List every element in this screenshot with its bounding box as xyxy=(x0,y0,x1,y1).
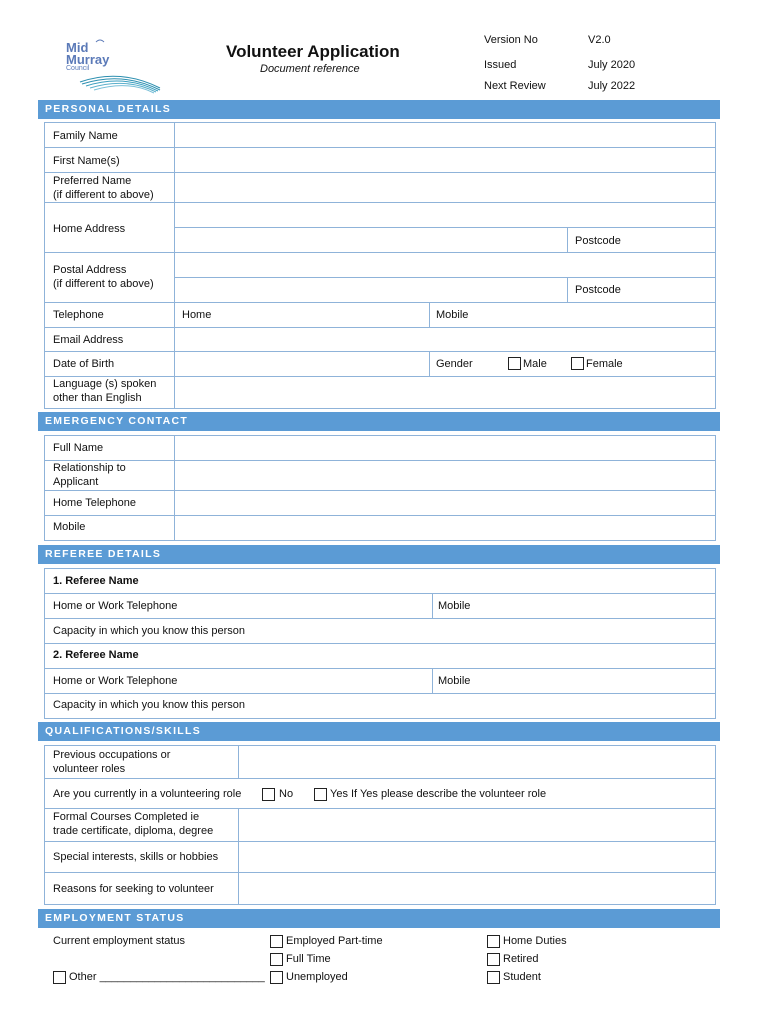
logo-text-murray: Murray xyxy=(66,52,110,67)
family-name-label: Family Name xyxy=(53,130,118,142)
referee-1-name-field[interactable] xyxy=(150,570,714,592)
reasons-field[interactable] xyxy=(240,874,714,902)
first-names-label: First Name(s) xyxy=(53,155,120,167)
current-role-yes-checkbox[interactable] xyxy=(314,788,327,801)
student-checkbox[interactable] xyxy=(487,971,500,984)
special-interests-label: Special interests, skills or hobbies xyxy=(53,851,219,863)
emergency-full-name-field[interactable] xyxy=(176,437,714,459)
gender-female-label: Female xyxy=(586,358,623,370)
current-role-no-checkbox[interactable] xyxy=(262,788,275,801)
gender-male-checkbox[interactable] xyxy=(508,357,521,370)
emergency-home-phone-label: Home Telephone xyxy=(53,497,136,509)
home-duties-label: Home Duties xyxy=(503,935,567,947)
home-duties-checkbox[interactable] xyxy=(487,935,500,948)
logo-text-council: Council xyxy=(66,65,90,72)
formal-courses-label: Formal Courses Completed ie trade certificate, diploma, degree xyxy=(53,811,214,837)
next-review-value: July 2022 xyxy=(588,80,636,92)
family-name-field[interactable] xyxy=(176,124,714,146)
telephone-label: Telephone xyxy=(53,309,104,321)
preferred-name-field[interactable] xyxy=(176,174,714,201)
dob-field[interactable] xyxy=(176,353,428,375)
referee-1-name-label: 1. Referee Name xyxy=(53,575,139,587)
gender-label: Gender xyxy=(436,358,473,370)
referee-1-phone-label: Home or Work Telephone xyxy=(53,600,178,612)
mobile-field[interactable] xyxy=(475,304,714,326)
logo-text-mid: Mid xyxy=(66,40,89,55)
employed-part-time-label: Employed Part-time xyxy=(286,935,383,947)
referee-2-mobile-field[interactable] xyxy=(480,670,714,692)
referee-2-capacity-field[interactable] xyxy=(265,695,714,716)
gender-female-checkbox[interactable] xyxy=(571,357,584,370)
employment-status-title: EMPLOYMENT STATUS xyxy=(45,912,185,924)
mobile-label: Mobile xyxy=(436,309,469,321)
emergency-full-name-label: Full Name xyxy=(53,442,104,454)
referee-1-capacity-label: Capacity in which you know this person xyxy=(53,625,245,637)
emergency-mobile-field[interactable] xyxy=(176,517,714,539)
version-label: Version No xyxy=(484,34,538,46)
referee-details-header xyxy=(38,545,720,564)
issued-value: July 2020 xyxy=(588,59,636,71)
emergency-contact-header xyxy=(38,412,720,431)
referee-2-mobile-label: Mobile xyxy=(438,675,471,687)
home-phone-label: Home xyxy=(182,309,212,321)
retired-checkbox[interactable] xyxy=(487,953,500,966)
emergency-contact-title: EMERGENCY CONTACT xyxy=(45,415,189,427)
current-employment-label: Current employment status xyxy=(53,935,186,947)
document-title: Volunteer Application xyxy=(226,42,400,61)
postal-address-field[interactable] xyxy=(176,254,714,301)
previous-occupations-field[interactable] xyxy=(240,747,714,777)
referee-2-name-label: 2. Referee Name xyxy=(53,649,139,661)
home-address-label: Home Address xyxy=(53,223,126,235)
formal-courses-field[interactable] xyxy=(240,810,714,840)
full-time-label: Full Time xyxy=(286,953,331,965)
preferred-name-label: Preferred Name (if different to above) xyxy=(53,175,154,201)
postal-address-label: Postal Address (if different to above) xyxy=(53,264,154,290)
language-field[interactable] xyxy=(176,378,714,406)
other-checkbox[interactable] xyxy=(53,971,66,984)
email-label: Email Address xyxy=(53,334,124,346)
personal-details-title: PERSONAL DETAILS xyxy=(45,103,172,115)
personal-details-header xyxy=(38,100,720,119)
dob-label: Date of Birth xyxy=(53,358,115,370)
referee-2-phone-field[interactable] xyxy=(195,670,430,692)
email-field[interactable] xyxy=(176,329,714,350)
emergency-home-phone-field[interactable] xyxy=(176,492,714,514)
special-interests-field[interactable] xyxy=(240,843,714,871)
issued-label: Issued xyxy=(484,59,517,71)
referee-2-phone-label: Home or Work Telephone xyxy=(53,675,178,687)
qualifications-title: QUALIFICATIONS/SKILLS xyxy=(45,725,202,737)
home-address-field[interactable] xyxy=(176,204,714,251)
home-phone-field[interactable] xyxy=(215,304,427,326)
relationship-label: Relationship to Applicant xyxy=(53,462,126,488)
employment-status-header xyxy=(38,909,720,928)
referee-1-mobile-label: Mobile xyxy=(438,600,471,612)
council-logo xyxy=(60,38,170,94)
referee-1-phone-field[interactable] xyxy=(195,595,430,617)
language-label: Language (s) spoken other than English xyxy=(53,378,157,404)
retired-label: Retired xyxy=(503,953,539,965)
postal-postcode-label: Postcode xyxy=(575,284,621,296)
referee-details-title: REFEREE DETAILS xyxy=(45,548,162,560)
current-role-question: Are you currently in a volunteering role xyxy=(53,788,242,800)
unemployed-label: Unemployed xyxy=(286,971,348,983)
student-label: Student xyxy=(503,971,541,983)
current-role-no-label: No xyxy=(279,788,294,800)
current-role-yes-label: Yes If Yes please describe the volunteer role xyxy=(330,788,547,800)
next-review-label: Next Review xyxy=(484,80,546,92)
relationship-field[interactable] xyxy=(176,462,714,489)
employed-part-time-checkbox[interactable] xyxy=(270,935,283,948)
referee-2-capacity-label: Capacity in which you know this person xyxy=(53,699,245,711)
referee-1-capacity-field[interactable] xyxy=(265,620,714,642)
version-value: V2.0 xyxy=(588,34,611,46)
referee-2-name-field[interactable] xyxy=(150,645,714,667)
full-time-checkbox[interactable] xyxy=(270,953,283,966)
document-subtitle: Document reference xyxy=(260,63,360,75)
unemployed-checkbox[interactable] xyxy=(270,971,283,984)
home-postcode-label: Postcode xyxy=(575,235,621,247)
first-names-field[interactable] xyxy=(176,149,714,171)
referee-1-mobile-field[interactable] xyxy=(480,595,714,617)
reasons-label: Reasons for seeking to volunteer xyxy=(53,883,214,895)
previous-occupations-label: Previous occupations or volunteer roles xyxy=(53,749,171,775)
gender-male-label: Male xyxy=(523,358,547,370)
other-label: Other ___________________________ xyxy=(69,971,265,983)
emergency-mobile-label: Mobile xyxy=(53,521,86,533)
qualifications-header xyxy=(38,722,720,741)
